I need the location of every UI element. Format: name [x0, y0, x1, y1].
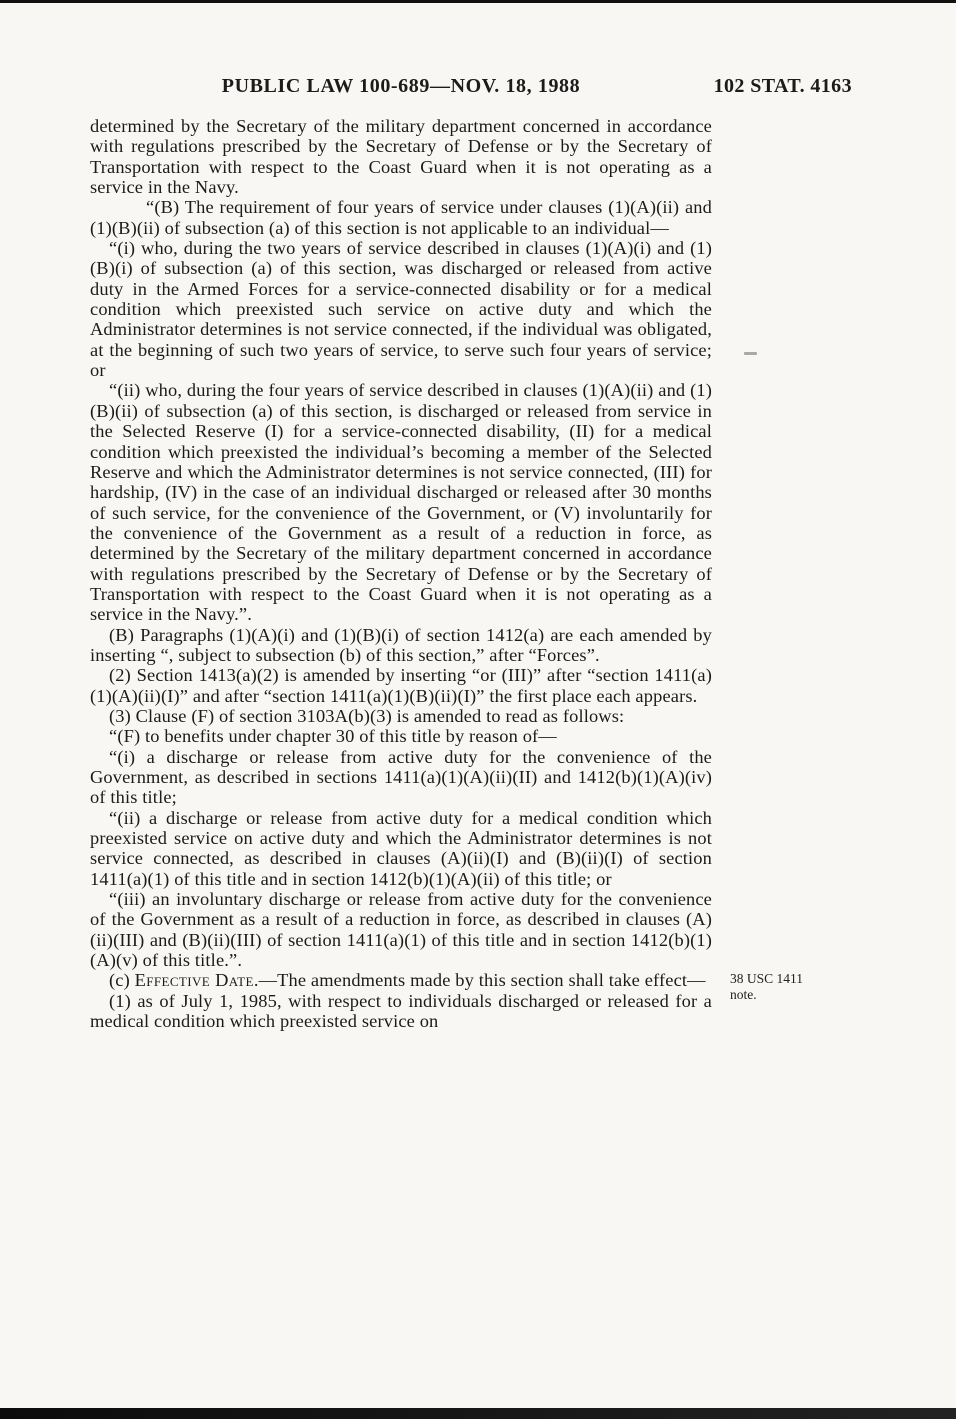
- effective-date-rest: .—The amendments made by this section shall take effect—: [253, 970, 706, 991]
- margin-note-word: note.: [730, 987, 757, 1003]
- running-head-stat-page: 102 STAT. 4163: [713, 75, 852, 97]
- statute-text-column: [90, 116, 804, 1032]
- uscode-margin-note: [730, 971, 870, 1003]
- paragraph-F-clause-i: “(i) a discharge or release from active duty for the convenience of the Government, as described in sections 1411(a)(1)(A)(ii)(II) and 1412(b)(1)(A)(iv) of this title;: [90, 746, 712, 808]
- scan-edge-top: [0, 0, 956, 3]
- paragraph-2-amendment: (2) Section 1413(a)(2) is amended by inserting “or (III)” after “section 1411(a)(1)(A)(ii)(I)” and after “section 1411(a)(1)(B)(ii)(I)” the first place each appears.: [90, 665, 712, 706]
- scan-artifact: [744, 352, 757, 355]
- margin-note-citation: 38 USC 1411: [730, 971, 804, 987]
- paragraph-subsection-B: “(B) The requirement of four years of service under clauses (1)(A)(ii) and (1)(B)(ii) of subsection (a) of this section is not applicable to an individual—: [90, 197, 712, 238]
- scan-edge-bottom: [0, 1408, 956, 1419]
- paragraph-clause-ii: “(ii) who, during the four years of service described in clauses (1)(A)(ii) and (1)(B)(ii) of subsection (a) of this section, is discharged or released from service in the Selected Reserve (I) for a service-connected disability, (II) for a medical condition which preexisted the individual’s becoming a member of the Selected Reserve and which the Administrator determines is not service connected, (III) for hardship, (IV) in the case of an individual discharged or released after 30 months of such service, for the convenience of the Government, or (V) involuntarily for the convenience of the Government as a result of a reduction in force, as determined by the Secretary of the military department concerned in accordance with regulations prescribed by the Secretary of Defense or by the Secretary of Transportation with respect to the Coast Guard when it is not operating as a service in the Navy.”.: [90, 380, 712, 625]
- paragraph-continuation: determined by the Secretary of the military department concerned in accordance with regulations prescribed by the Secretary of Defense or by the Secretary of Transportation with respect to the Coast Guard when it is not operating as a service in the Navy.: [90, 116, 712, 198]
- paragraph-F-clause-ii: “(ii) a discharge or release from active duty for a medical condition which preexisted service on active duty and which the Administrator determines is not service connected, as described in clauses (A)(ii)(I) and (B)(ii)(I) of section 1411(a)(1) of this title and in section 1412(b)(1)(A)(ii) of this title; or: [90, 807, 712, 889]
- effective-date-heading: Effective Date: [134, 970, 254, 991]
- paragraph-clause-F: “(F) to benefits under chapter 30 of this title by reason of—: [109, 726, 557, 747]
- paragraph-clause-i: “(i) who, during the two years of service described in clauses (1)(A)(i) and (1)(B)(i) of subsection (a) of this section, was discharged or released from active duty in the Armed Forces for a service-connected disability or for a medical condition which preexisted such service on active duty and which the Administrator determines is not service connected, if the individual was obligated, at the beginning of such two years of service, to serve such four years of service; or: [90, 238, 712, 381]
- paragraph-F-clause-iii: “(iii) an involuntary discharge or release from active duty for the convenience of the Government as a result of a reduction in force, as described in clauses (A)(ii)(III) and (B)(ii)(III) of section 1411(a)(1) of this title and in section 1412(b)(1)(A)(v) of this title.”.: [90, 889, 712, 971]
- effective-date-prefix: (c): [109, 970, 135, 991]
- paragraph-B-amendment: (B) Paragraphs (1)(A)(i) and (1)(B)(i) of section 1412(a) are each amended by inserting “, subject to subsection (b) of this section,” after “Forces”.: [90, 624, 712, 665]
- running-head-law-title: PUBLIC LAW 100-689—NOV. 18, 1988: [221, 75, 581, 97]
- paragraph-3-amendment: (3) Clause (F) of section 3103A(b)(3) is amended to read as follows:: [109, 705, 625, 726]
- paragraph-effective-item-1: (1) as of July 1, 1985, with respect to individuals discharged or released for a medical condition which preexisted service on: [90, 990, 712, 1032]
- paragraph-effective-date: [90, 970, 804, 1003]
